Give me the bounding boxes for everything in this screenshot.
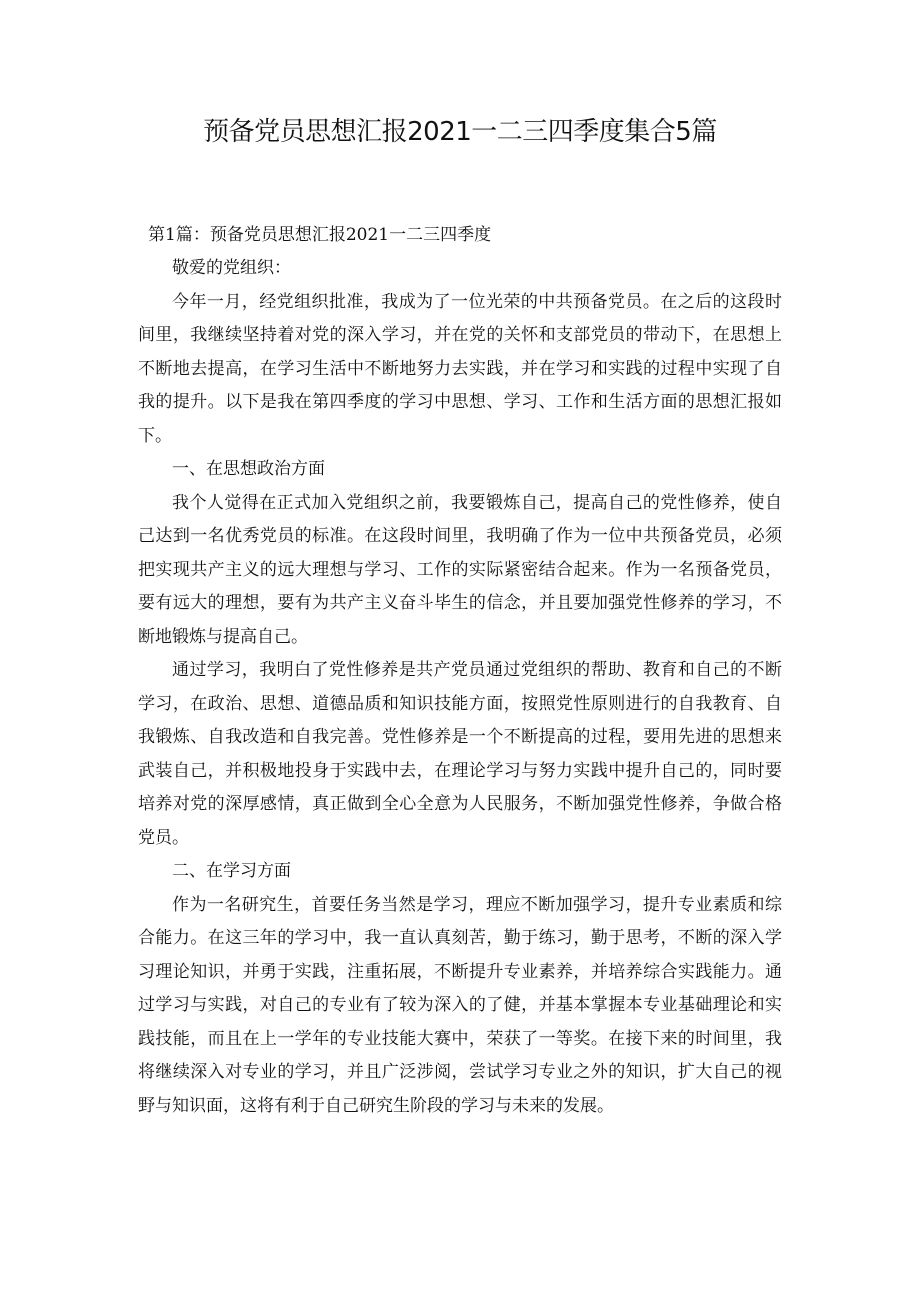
subheading: 二、在学习方面 [172,861,291,881]
paragraph: 作为一名研究生，首要任务当然是学习，理应不断加强学习，提升专业素质和综合能力。在这三年的学习中，我一直认真刻苦，勤于练习，勤于思考，不断的深入学习理论知识，并勇于实践，注重拓展，不断提升专业素养，并培养综合实践能力。通过学习与实践，对自己的专业有了较为深入的了健，并基本掌握本专业基础理论和实践技能，而且在上一学年的专业技能大赛中，荣获了一等奖。在接下来的时间里，我将继续深入对专业的学习，并且广泛涉阅，尝试学习专业之外的知识，扩大自己的视野与知识面，这将有利于自己研究生阶段的学习与未来的发展。 [138,894,782,1116]
section-heading: 第1篇：预备党员思想汇报2021一二三四季度 [148,225,492,245]
paragraph: 通过学习，我明白了党性修养是共产党员通过党组织的帮助、教育和自己的不断学习，在政治、思想、道德品质和知识技能方面，按照党性原则进行的自我教育、自我锻炼、自我改造和自我完善。党性修养是一个不断提高的过程，要用先进的思想来武装自己，并积极地投身于实践中去，在理论学习与努力实践中提升自己的，同时要培养对党的深厚感情，真正做到全心全意为人民服务，不断加强党性修养，争做合格党员。 [138,660,782,848]
document-body [138,252,782,1123]
salutation: 敬爱的党组织： [172,258,291,278]
paragraph: 我个人觉得在正式加入党组织之前，我要锻炼自己，提高自己的党性修养，使自己达到一名优秀党员的标准。在这段时间里，我明确了作为一位中共预备党员，必须把实现共产主义的远大理想与学习、工作的实际紧密结合起来。作为一名预备党员，要有远大的理想，要有为共产主义奋斗毕生的信念，并且要加强党性修养的学习，不断地锻炼与提高自己。 [138,492,782,647]
paragraph: 今年一月，经党组织批准，我成为了一位光荣的中共预备党员。在之后的这段时间里，我继续坚持着对党的深入学习，并在党的关怀和支部党员的带动下，在思想上不断地去提高，在学习生活中不断地努力去实践，并在学习和实践的过程中实现了自我的提升。以下是我在第四季度的学习中思想、学习、工作和生活方面的思想汇报如下。 [138,291,782,446]
document-title: 预备党员思想汇报2021一二三四季度集合5篇 [203,117,717,147]
subheading: 一、在思想政治方面 [172,459,325,479]
